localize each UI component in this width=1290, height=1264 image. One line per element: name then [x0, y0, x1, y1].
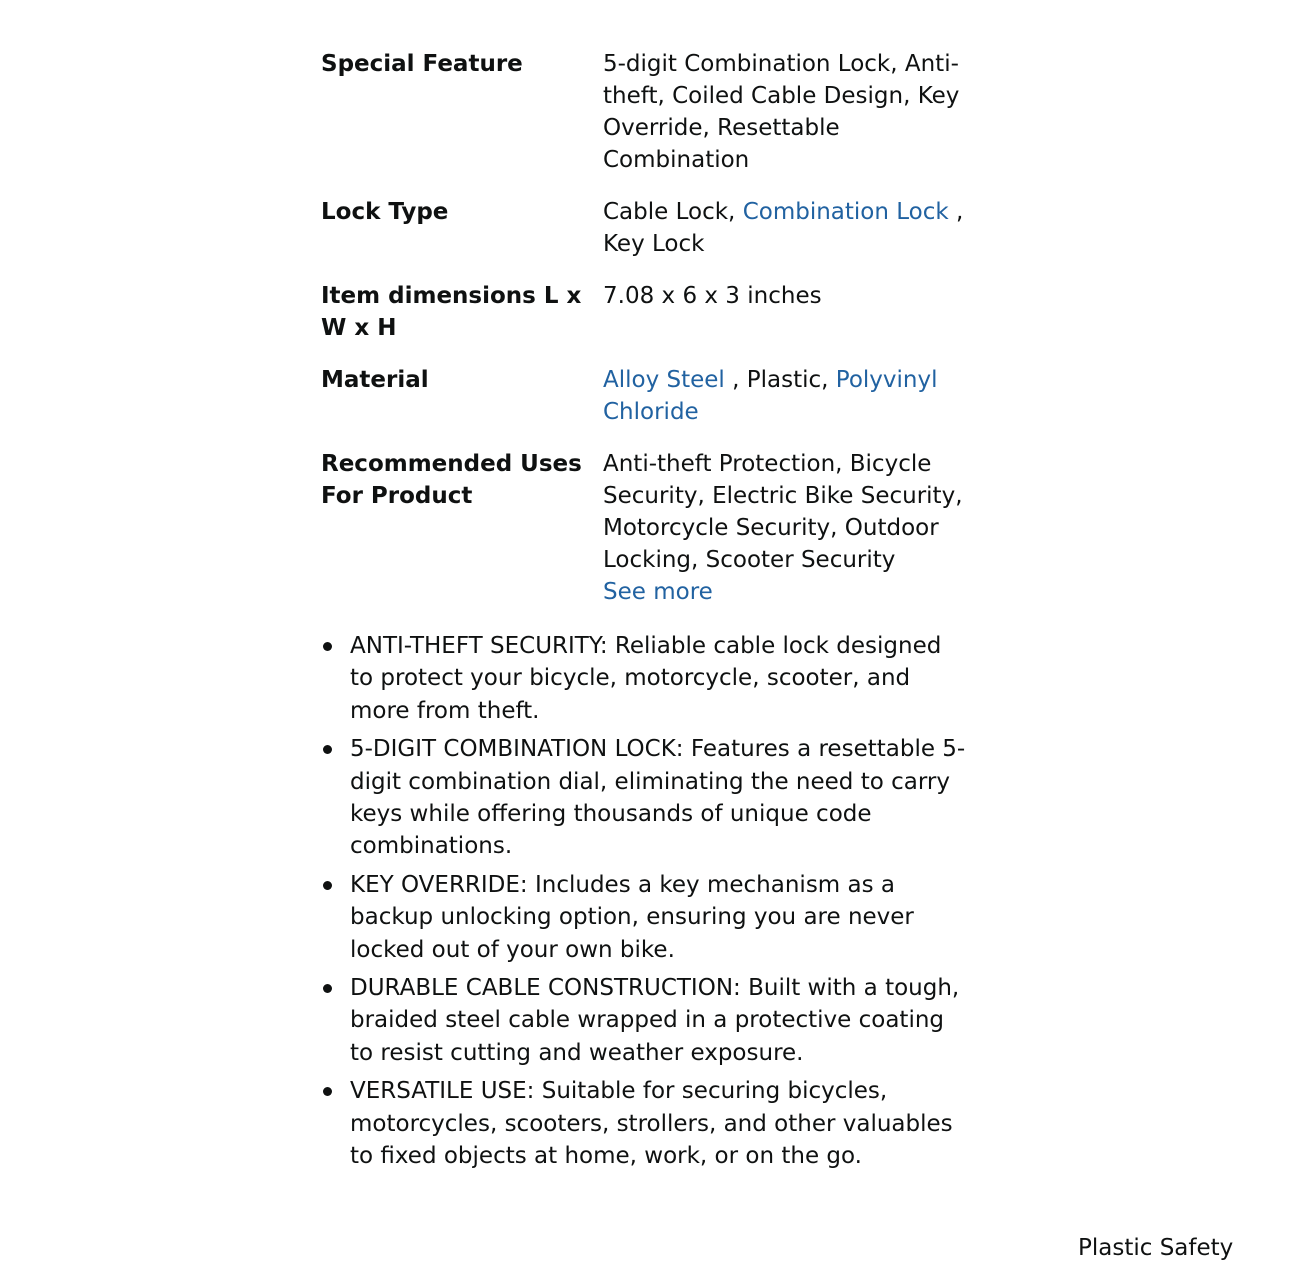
spec-row-recommended-uses-for-product: [321, 448, 981, 608]
spec-row-material: [321, 364, 981, 428]
bullet-dot-icon: [323, 881, 332, 890]
feature-bullet: [321, 630, 971, 727]
bullet-dot-icon: [323, 984, 332, 993]
spec-value-text: Cable Lock,: [603, 199, 743, 225]
bullet-dot-icon: [323, 745, 332, 754]
spec-row-item-dimensions-l-x-w-x-h: [321, 280, 981, 344]
bullet-dot-icon: [323, 642, 332, 651]
feature-bullet-text: KEY OVERRIDE: Includes a key mechanism as a backup unlocking option, ensuring you are never locked out of your own bike.: [350, 871, 914, 963]
feature-bullet-text: DURABLE CABLE CONSTRUCTION: Built with a tough, braided steel cable wrapped in a protective coating to resist cutting and weather exposure.: [350, 975, 960, 1066]
spec-value: [603, 196, 973, 260]
feature-bullets: [321, 630, 971, 1173]
spec-label: Lock Type: [321, 199, 449, 225]
spec-value-text: 7.08 x 6 x 3 inches: [603, 283, 822, 309]
spec-table: [321, 48, 981, 608]
spec-value: [603, 48, 973, 176]
feature-bullet-text: VERSATILE USE: Suitable for securing bicycles, motorcycles, scooters, strollers, and other valuables to fixed objects at home, work, or on the go.: [350, 1078, 953, 1170]
spec-value-text: Anti-theft Protection, Bicycle Security, Electric Bike Security, Motorcycle Security, Outdoor Locking, Scooter Security: [603, 451, 963, 573]
feature-bullet-text: ANTI-THEFT SECURITY: Reliable cable lock designed to protect your bicycle, motorcycle, scooter, and more from theft.: [350, 633, 942, 724]
spec-link-polyvinyl-chloride[interactable]: Polyvinyl Chloride: [603, 367, 938, 425]
spec-value-text: 5-digit Combination Lock, Anti-theft, Coiled Cable Design, Key Override, Resettable Combination: [603, 51, 960, 173]
feature-bullet: [321, 733, 971, 863]
spec-value-text: , Plastic,: [724, 367, 836, 393]
spec-label: Special Feature: [321, 51, 523, 77]
spec-link-combination-lock[interactable]: Combination Lock: [742, 199, 949, 225]
feature-bullet-text: 5-DIGIT COMBINATION LOCK: Features a resettable 5-digit combination dial, eliminating the need to carry keys while offering thousands of unique code combinations.: [350, 736, 966, 860]
see-more-link[interactable]: See more: [603, 579, 713, 605]
feature-bullet: [321, 972, 971, 1069]
spec-value: [603, 364, 973, 428]
product-details: [321, 48, 981, 1179]
spec-value: [603, 280, 973, 312]
feature-bullet: [321, 1075, 971, 1172]
feature-bullet: [321, 869, 971, 966]
spec-value-text: , Key Lock: [603, 199, 964, 257]
spec-value: [603, 448, 973, 608]
spec-label: Item dimensions L x W x H: [321, 283, 582, 341]
clipped-footer-text: Plastic Safety: [1078, 1235, 1234, 1261]
spec-row-special-feature: [321, 48, 981, 176]
bullet-dot-icon: [323, 1087, 332, 1096]
spec-label: Material: [321, 367, 429, 393]
spec-link-alloy-steel[interactable]: Alloy Steel: [603, 367, 725, 393]
spec-label: Recommended Uses For Product: [321, 451, 582, 509]
spec-row-lock-type: [321, 196, 981, 260]
